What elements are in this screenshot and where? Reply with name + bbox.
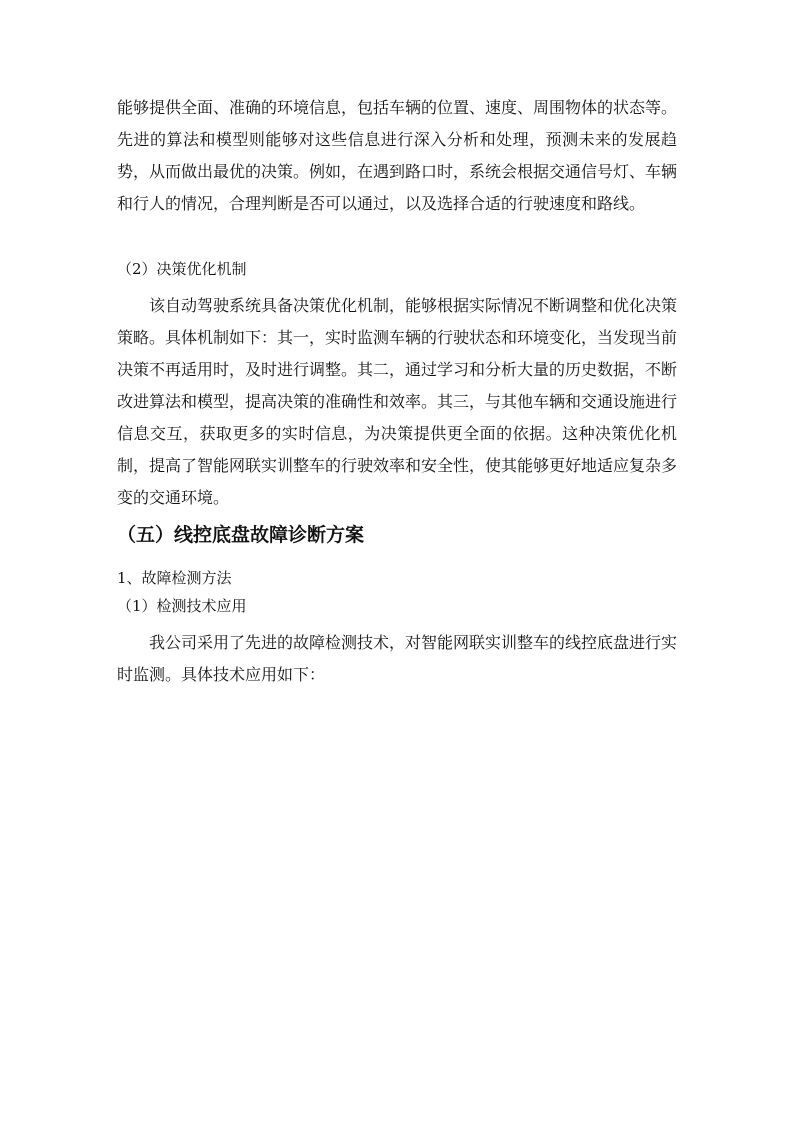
- decision-optimization-subheading-block: [117, 255, 677, 283]
- detection-paragraph: 我公司采用了先进的故障检测技术，对智能网联实训整车的线控底盘进行实时监测。具体技术应用如下：: [117, 633, 678, 684]
- detection-technology-subheading: （1）检测技术应用: [117, 597, 247, 615]
- decision-optimization-paragraph: 该自动驾驶系统具备决策优化机制，能够根据实际情况不断调整和优化决策策略。具体机制如下：其一，实时监测车辆的行驶状态和环境变化，当发现当前决策不再适用时，及时进行调整。其二，通过学习和分析大量的历史数据，不断改进算法和模型，提高决策的准确性和效率。其三，与其他车辆和交通设施进行信息交互，获取更多的实时信息，为决策提供更全面的依据。这种决策优化机制，提高了智能网联实训整车的行驶效率和安全性，使其能够更好地适应复杂多变的交通环境。: [117, 296, 678, 507]
- level1-subheading-block: [117, 564, 677, 592]
- level2-subheading-block: [117, 592, 677, 620]
- fault-detection-method-subheading: 1、故障检测方法: [117, 569, 232, 587]
- section-heading-block: [117, 520, 677, 550]
- decision-optimization-paragraph-block: [117, 290, 677, 514]
- section-heading: （五）线控底盘故障诊断方案: [117, 524, 365, 546]
- decision-optimization-subheading: （2）决策优化机制: [117, 260, 247, 278]
- continued-paragraph-block: [117, 92, 677, 220]
- continued-paragraph: 能够提供全面、准确的环境信息，包括车辆的位置、速度、周围物体的状态等。先进的算法和模型则能够对这些信息进行深入分析和处理，预测未来的发展趋势，从而做出最优的决策。例如，在遇到路口时，系统会根据交通信号灯、车辆和行人的情况，合理判断是否可以通过，以及选择合适的行驶速度和路线。: [117, 98, 678, 213]
- detection-paragraph-block: [117, 627, 677, 691]
